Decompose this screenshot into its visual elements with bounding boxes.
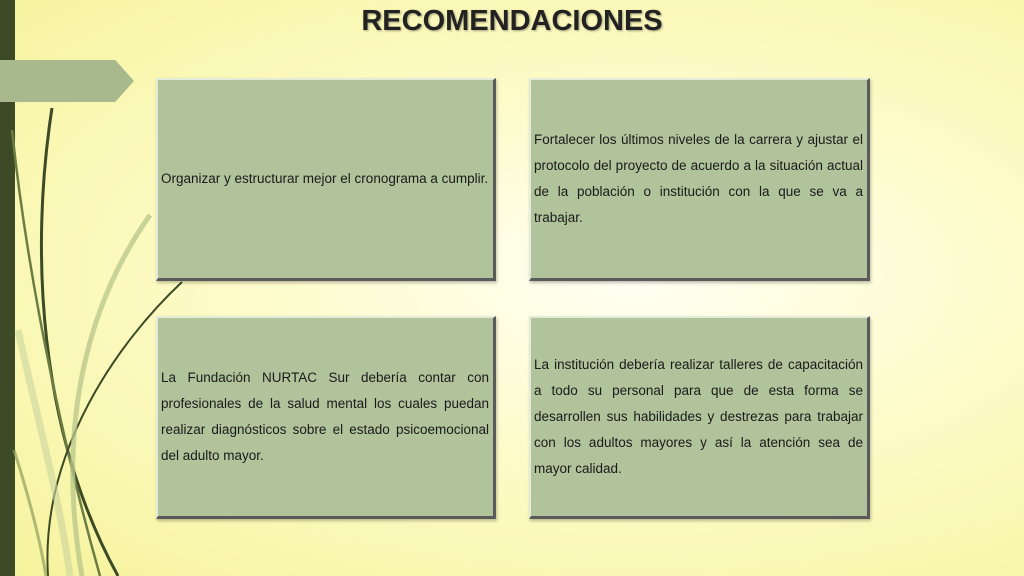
recommendation-text-3: La Fundación NURTAC Sur debería contar con profesionales de la salud mental los cuales puedan realizar diagnósticos sobre el estado psicoemocional del adulto mayor. [161,370,489,463]
recommendation-text-4: La institución debería realizar talleres de capacitación a todo su personal para que de esta forma se desarrollen sus habilidades y destrezas para trabajar con los adultos mayores y así la atención sea de mayor calidad. [534,357,863,476]
recommendation-text-1: Organizar y estructurar mejor el cronograma a cumplir. [161,171,489,186]
slide-title: RECOMENDACIONES [361,5,663,37]
recommendation-card-4 [529,316,870,519]
recommendation-card-2 [529,78,870,281]
recommendation-card-3 [156,316,496,519]
recommendation-text-2: Fortalecer los últimos niveles de la carrera y ajustar el protocolo del proyecto de acuerdo a la situación actual de la población o institución con la que se va a trabajar. [534,132,863,225]
recommendation-card-1 [156,78,496,281]
tab-arrow-shape [0,60,134,102]
